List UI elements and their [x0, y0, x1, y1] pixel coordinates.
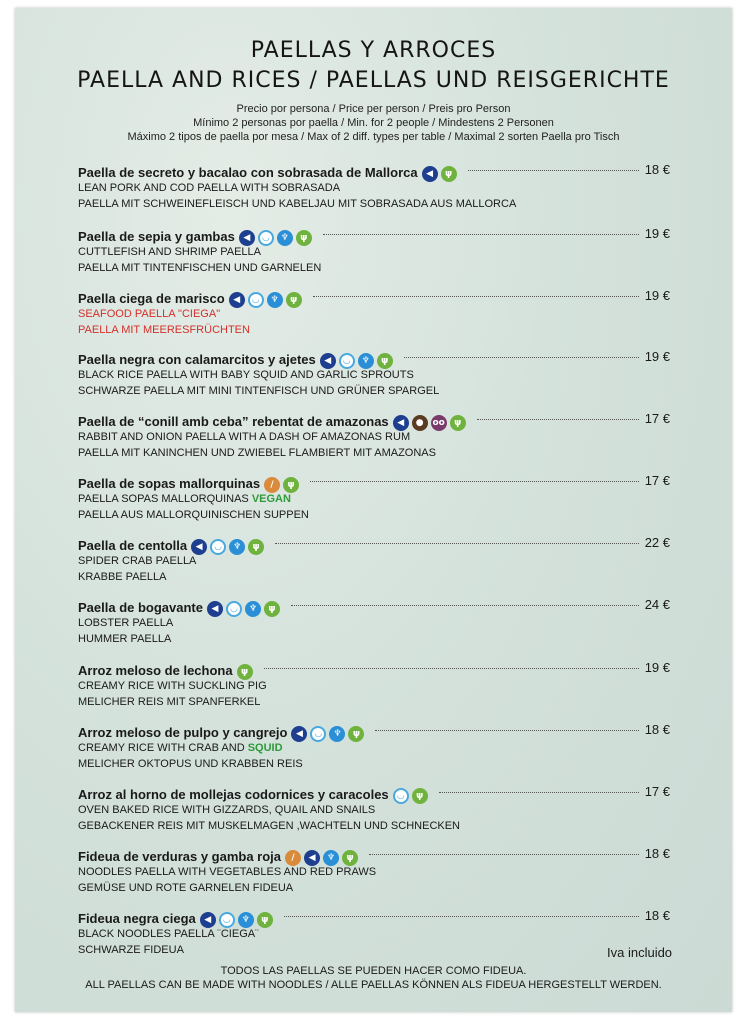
allergen-icons [191, 536, 267, 555]
mollusc-icon: ◡ [219, 912, 235, 928]
price-leader [275, 543, 639, 544]
item-name: Arroz meloso de pulpo y cangrejo [78, 725, 288, 740]
price-leader [310, 481, 639, 482]
info-line: Máximo 2 tipos de paella por mesa / Max of 2 diff. types per table / Maximal 2 sorten Paella pro Tisch [127, 131, 620, 143]
menu-item [78, 535, 670, 584]
menu-item [78, 722, 670, 771]
fish-icon: ◀ [229, 292, 245, 308]
item-description: GEMÜSE UND ROTE GARNELEN FIDEUA [78, 881, 294, 894]
item-description: PAELLA MIT KANINCHEN UND ZWIEBEL FLAMBIERT MIT AMAZONAS [78, 446, 436, 459]
allergen-icons [393, 785, 431, 804]
gluten-icon: ψ [257, 912, 273, 928]
iva-note: Iva incluido [607, 945, 673, 960]
fish-icon: ◀ [200, 912, 216, 928]
item-name: Paella de “conill amb ceba” rebentat de amazonas [78, 414, 389, 429]
item-description-text: CREAMY RICE WITH CRAB AND [78, 742, 248, 754]
fish-icon: ◀ [291, 726, 307, 742]
crustacean-icon: ♆ [329, 726, 345, 742]
menu-item [78, 226, 670, 275]
item-name: Paella de bogavante [78, 600, 203, 615]
fish-icon: ◀ [422, 166, 438, 182]
item-description: PAELLA AUS MALLORQUINISCHEN SUPPEN [78, 508, 309, 521]
item-description-text: PAELLA SOPAS MALLORQUINAS [78, 493, 252, 505]
info-line: Precio por persona / Price per person / Preis pro Person [236, 103, 511, 115]
item-description: SEAFOOD PAELLA "CIEGA" [78, 308, 221, 320]
item-description: RABBIT AND ONION PAELLA WITH A DASH OF AMAZONAS RUM [78, 431, 411, 443]
price-leader [375, 730, 639, 731]
crustacean-icon: ♆ [267, 292, 283, 308]
price-leader [264, 668, 639, 669]
allergen-icons [207, 598, 283, 617]
item-description: SCHWARZE FIDEUA [78, 943, 184, 956]
item-description-highlight: SQUID [247, 742, 283, 754]
allergen-icons [237, 661, 256, 680]
item-description [78, 741, 670, 756]
menu-title-en-de: PAELLA AND RICES / PAELLAS UND REISGERICHTE [77, 68, 670, 93]
mollusc-icon: ◡ [210, 539, 226, 555]
item-price: 19 € [644, 288, 670, 303]
gluten-icon: ψ [283, 477, 299, 493]
menu-item [78, 288, 670, 337]
item-description-highlight: VEGAN [251, 493, 291, 505]
crustacean-icon: ♆ [323, 850, 339, 866]
item-description: BLACK RICE PAELLA WITH BABY SQUID AND GARLIC SPROUTS [78, 369, 414, 381]
gluten-icon: ψ [296, 230, 312, 246]
crustacean-icon: ♆ [358, 353, 374, 369]
fish-icon: ◀ [320, 353, 336, 369]
allergen-icons [291, 723, 367, 742]
item-name: Paella de centolla [78, 538, 188, 553]
item-price: 19 € [644, 660, 670, 675]
gluten-icon: ψ [248, 539, 264, 555]
allergen-icons [239, 227, 315, 246]
item-price: 17 € [644, 473, 670, 488]
item-description: MELICHER REIS MIT SPANFERKEL [78, 695, 261, 708]
item-price: 22 € [644, 535, 670, 550]
item-description: CUTTLEFISH AND SHRIMP PAELLA [78, 246, 261, 258]
fish-icon: ◀ [393, 415, 409, 431]
item-description: BLACK NOODLES PAELLA ¨CIEGA¨ [78, 928, 259, 940]
footer-line-2: ALL PAELLAS CAN BE MADE WITH NOODLES / ALLE PAELLAS KÖNNEN ALS FIDEUA HERGESTELLT WERDEN. [85, 979, 662, 991]
allergen-icons [229, 289, 305, 308]
gluten-icon: ψ [450, 415, 466, 431]
price-leader [477, 419, 639, 420]
fish-icon: ◀ [191, 539, 207, 555]
menu-title-es: PAELLAS Y ARROCES [250, 38, 497, 63]
mollusc-icon: ◡ [339, 353, 355, 369]
menu-item [78, 349, 670, 398]
item-price: 24 € [644, 597, 670, 612]
item-description: PAELLA MIT MEERESFRÜCHTEN [78, 323, 250, 336]
item-name: Fideua negra ciega [78, 911, 196, 926]
sulphites-icon: ● [412, 415, 428, 431]
item-description: LEAN PORK AND COD PAELLA WITH SOBRASADA [78, 182, 341, 194]
price-leader [291, 605, 639, 606]
item-price: 17 € [644, 784, 670, 799]
price-leader [369, 854, 639, 855]
item-price: 19 € [644, 349, 670, 364]
gluten-icon: ψ [264, 601, 280, 617]
menu-item [78, 597, 670, 646]
item-description: KRABBE PAELLA [78, 570, 167, 583]
item-name: Arroz meloso de lechona [78, 663, 233, 678]
item-description: MELICHER OKTOPUS UND KRABBEN REIS [78, 757, 303, 770]
allergen-icons [285, 847, 361, 866]
item-price: 18 € [644, 162, 670, 177]
item-price: 18 € [644, 722, 670, 737]
item-description: PAELLA MIT SCHWEINEFLEISCH UND KABELJAU MIT SOBRASADA AUS MALLORCA [78, 197, 517, 210]
menu-item [78, 784, 670, 833]
menu-item [78, 473, 670, 522]
gluten-icon: ψ [237, 664, 253, 680]
gluten-icon: ψ [412, 788, 428, 804]
egg-icon: oo [431, 415, 447, 431]
mollusc-icon: ◡ [258, 230, 274, 246]
item-description: GEBACKENER REIS MIT MUSKELMAGEN ,WACHTELN UND SCHNECKEN [78, 819, 461, 832]
item-price: 18 € [644, 908, 670, 923]
item-description: OVEN BAKED RICE WITH GIZZARDS, QUAIL AND SNAILS [78, 804, 376, 816]
item-description: LOBSTER PAELLA [78, 617, 174, 629]
menu-item [78, 411, 670, 460]
item-description: SPIDER CRAB PAELLA [78, 555, 197, 567]
price-leader [468, 170, 639, 171]
fish-icon: ◀ [304, 850, 320, 866]
crustacean-icon: ♆ [229, 539, 245, 555]
fish-icon: ◀ [207, 601, 223, 617]
allergen-icons [200, 909, 276, 928]
price-leader [404, 357, 639, 358]
item-name: Paella negra con calamarcitos y ajetes [78, 352, 316, 367]
crustacean-icon: ♆ [277, 230, 293, 246]
mollusc-icon: ◡ [393, 788, 409, 804]
item-description: PAELLA MIT TINTENFISCHEN UND GARNELEN [78, 261, 322, 274]
menu-item [78, 162, 670, 211]
gluten-icon: ψ [342, 850, 358, 866]
item-name: Paella de sopas mallorquinas [78, 476, 261, 491]
item-name: Paella ciega de marisco [78, 291, 225, 306]
item-name: Paella de sepia y gambas [78, 229, 235, 244]
price-leader [313, 296, 639, 297]
gluten-icon: ψ [286, 292, 302, 308]
menu-item [78, 908, 670, 957]
item-name: Arroz al horno de mollejas codornices y caracoles [78, 787, 389, 802]
price-leader [284, 916, 639, 917]
item-description: CREAMY RICE WITH SUCKLING PIG [78, 680, 267, 692]
gluten-icon: ψ [377, 353, 393, 369]
mollusc-icon: ◡ [248, 292, 264, 308]
celery-icon: / [264, 477, 280, 493]
menu-item [78, 846, 670, 895]
crustacean-icon: ♆ [245, 601, 261, 617]
gluten-icon: ψ [441, 166, 457, 182]
item-name: Paella de secreto y bacalao con sobrasada de Mallorca [78, 165, 418, 180]
menu-item [78, 660, 670, 709]
allergen-icons [264, 474, 302, 493]
item-price: 18 € [644, 846, 670, 861]
celery-icon: / [285, 850, 301, 866]
menu-page [15, 8, 732, 1012]
item-description: HUMMER PAELLA [78, 632, 172, 645]
fish-icon: ◀ [239, 230, 255, 246]
mollusc-icon: ◡ [226, 601, 242, 617]
allergen-icons [422, 163, 460, 182]
crustacean-icon: ♆ [238, 912, 254, 928]
allergen-icons [393, 412, 469, 431]
item-price: 17 € [644, 411, 670, 426]
price-leader [323, 234, 639, 235]
item-description [78, 492, 670, 507]
price-leader [439, 792, 639, 793]
item-description: SCHWARZE PAELLA MIT MINI TINTENFISCH UND GRÜNER SPARGEL [78, 384, 440, 397]
mollusc-icon: ◡ [310, 726, 326, 742]
gluten-icon: ψ [348, 726, 364, 742]
info-line: Mínimo 2 personas por paella / Min. for 2 people / Mindestens 2 Personen [193, 117, 554, 129]
item-description: NOODLES PAELLA WITH VEGETABLES AND RED PRAWS [78, 866, 377, 878]
allergen-icons [320, 350, 396, 369]
item-name: Fideua de verduras y gamba roja [78, 849, 282, 864]
footer-line-1: TODOS LAS PAELLAS SE PUEDEN HACER COMO FIDEUA. [220, 965, 527, 977]
item-price: 19 € [644, 226, 670, 241]
